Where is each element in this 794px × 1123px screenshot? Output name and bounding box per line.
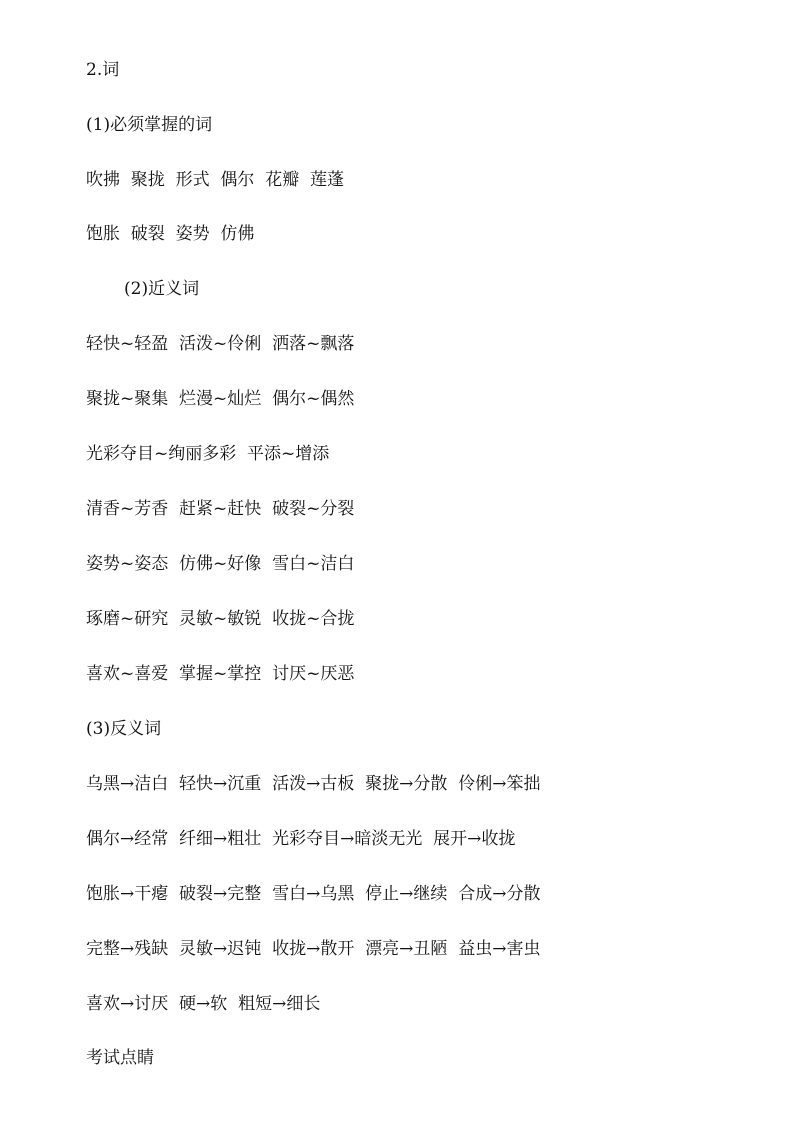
word-list-line: 吹拂 聚拢 形式 偶尔 花瓣 莲蓬 (86, 170, 345, 190)
synonym-line: 喜欢~喜爱 掌握~掌控 讨厌~厌恶 (86, 664, 355, 684)
synonym-line: 姿势~姿态 仿佛~好像 雪白~洁白 (86, 554, 355, 574)
antonym-line: 乌黑→洁白 轻快→沉重 活泼→古板 聚拢→分散 伶俐→笨拙 (86, 774, 541, 794)
subheading-antonyms: (3)反义词 (86, 719, 162, 739)
synonym-line: 琢磨~研究 灵敏~敏锐 收拢~合拢 (86, 609, 355, 629)
synonym-line: 轻快~轻盈 活泼~伶俐 洒落~飘落 (86, 334, 355, 354)
antonym-line: 饱胀→干瘪 破裂→完整 雪白→乌黑 停止→继续 合成→分散 (86, 884, 541, 904)
antonym-line: 偶尔→经常 纤细→粗壮 光彩夺目→暗淡无光 展开→收拢 (86, 829, 516, 849)
section-heading-words: 2.词 (86, 60, 120, 80)
subheading-must-master-words: (1)必须掌握的词 (86, 115, 213, 135)
synonym-line: 清香~芳香 赶紧~赶快 破裂~分裂 (86, 499, 355, 519)
section-heading-exam-tips: 考试点睛 (86, 1048, 154, 1068)
word-list-line: 饱胀 破裂 姿势 仿佛 (86, 224, 255, 244)
synonym-line: 聚拢~聚集 烂漫~灿烂 偶尔~偶然 (86, 389, 355, 409)
subheading-synonyms: (2)近义词 (124, 279, 200, 299)
antonym-line: 喜欢→讨厌 硬→软 粗短→细长 (86, 994, 321, 1014)
antonym-line: 完整→残缺 灵敏→迟钝 收拢→散开 漂亮→丑陋 益虫→害虫 (86, 939, 541, 959)
synonym-line: 光彩夺目~绚丽多彩 平添~增添 (86, 444, 330, 464)
